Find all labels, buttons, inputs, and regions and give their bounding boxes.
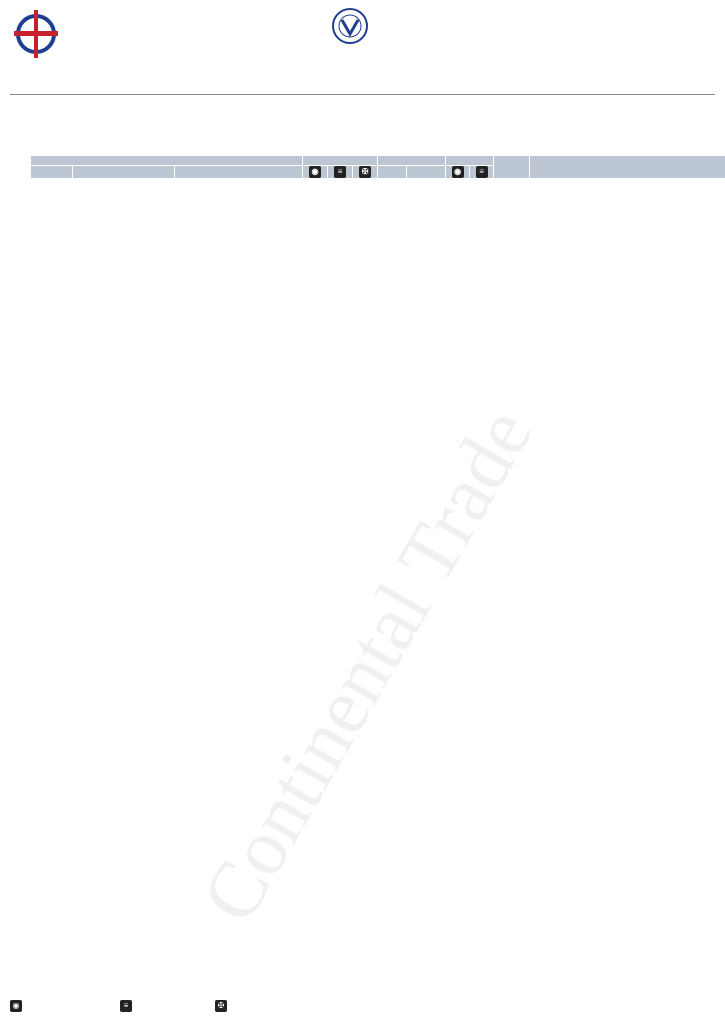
continental-trade-watermark: Continental Trade <box>185 394 550 937</box>
centrifugal-pump-icon: ◉ <box>10 1000 22 1012</box>
temapack-header <box>31 156 303 166</box>
piston-pump-icon: ≡ <box>120 1000 132 1012</box>
header-divider <box>10 94 715 95</box>
certificate-seal-icon <box>330 4 370 62</box>
sample-header <box>73 166 175 179</box>
temperature-header <box>378 156 446 166</box>
piston-pump-icon: ≡ <box>328 166 353 179</box>
ph-header <box>494 156 530 179</box>
max-temp-header <box>407 166 446 179</box>
company-logo-icon <box>14 6 58 62</box>
header <box>0 0 725 100</box>
speed-pump-icon: ◉ <box>446 166 470 179</box>
code-header <box>31 166 73 179</box>
product-table <box>30 155 725 179</box>
centrifugal-pump-icon: ◉ <box>303 166 328 179</box>
valve-icon: ✠ <box>215 1000 227 1012</box>
pressure-header <box>303 156 378 166</box>
description-header <box>175 166 303 179</box>
speed-header <box>446 156 494 166</box>
valve-icon: ✠ <box>353 166 378 179</box>
min-temp-header <box>378 166 407 179</box>
speed-piston-icon: ≡ <box>470 166 494 179</box>
application-header <box>530 156 725 179</box>
